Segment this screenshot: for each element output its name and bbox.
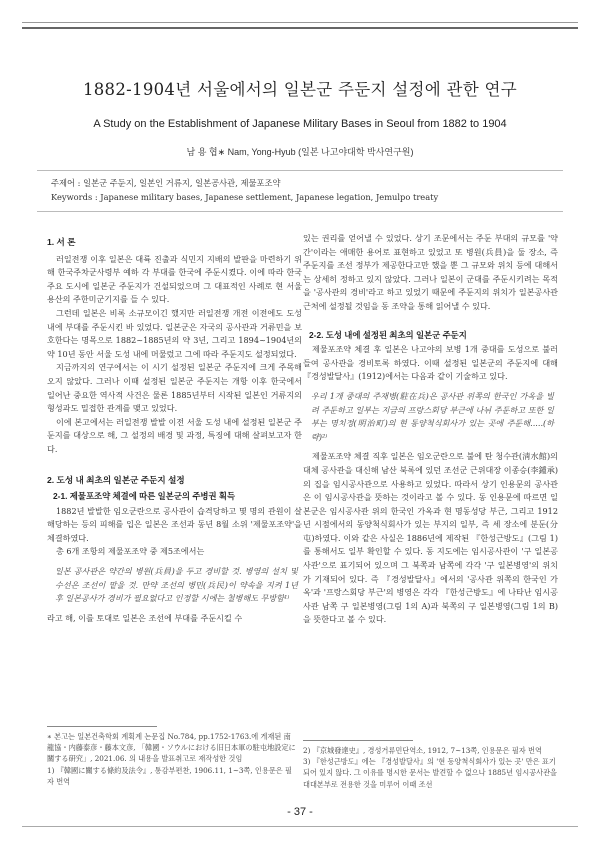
section-heading-intro: 1. 서 론: [47, 237, 76, 247]
paragraph: 이에 본고에서는 러일전쟁 발발 이전 서울 도성 내에 설정된 일본군 주둔지를 대상으로 해, 그 설정의 배경 및 과정, 특징에 대해 살펴보고자 한다.: [47, 416, 302, 454]
top-rule: [22, 22, 578, 23]
author-line: 남 용 협∗ Nam, Yong-Hyub (일본 나고야대학 박사연구원): [186, 147, 414, 157]
footnote-star: ∗ 본고는 일본건축학회 계획계 논문집 No.784, pp.1752-1763.에 게재된 南龍協・内藤泰彦・藤本文彦, 「韓國・ソウルにおける旧日本軍の駐屯地設定に關する研究」, 2021.06. 의 내용을 발표취고로 재작성한 것임: [47, 732, 296, 764]
paragraph: 제물포조약 체결 직후 일본은 임오군란으로 불에 탄 청수관(淸水館)의 대체 공사관을 대신해 남산 북록에 있던 조선군 근위대장 이종승(李鍾承)의 집을 임시공사관으로 사용하고 있었다. 따라서 상기 인용문의 공사관은 이 임시공사관을 뜻하는 것이라고 볼 수 있다. 동 인용문에 따르면 일본군은 임시공사관 위의 한국인 가옥과 현 명동성당 부근, 그리고 1912년 시점에서의 동양척식회사가 있는 부지의 일부, 즉 세 장소에 분둔(分屯)하였다. 이와 같은 사실은 1886년에 제작된 『한성근방도』(그림 1)를 통해서도 일부 확인할 수 있다. 동 지도에는 임시공사관이 '구 일본공사관'으로 표기되어 있으며 그 북쪽과 남쪽에 각각 '구 일본병영'의 위치가 기재되어 있다. 즉 『경성발달사』에서의 '공사관 위쪽의 한국인 가옥'과 '프랑스회당 부근'의 병영은 각각 『한성근방도』에 나타난 임시공사관 남쪽 구 일본병영(그림 1의 A)과 북쪽의 구 일본병영(그림 1의 B)을 뜻한다고 볼 수 있다.: [303, 451, 558, 625]
paragraph: 그런데 일본은 비록 소규모이긴 했지만 러일전쟁 개전 이전에도 도성 내에 부대를 주둔시킨 바 있었다. 일본군은 자국의 공사관과 거류민을 보호한다는 명목으로 1882~1885년의 약 3년, 그리고 1894~1904년의 약 10년 동안 서울 도성 내에 머물렀고 그에 따라 주둔지도 설정되었다.: [47, 307, 302, 359]
right-column: [303, 232, 558, 627]
footnotes-left: [47, 731, 297, 787]
paragraph: 라고 해, 이를 토대로 일본은 조선에 부대를 주둔시킬 수: [47, 612, 243, 623]
paper-title-english: A Study on the Establishment of Japanese Military Bases in Seoul from 1882 to 1904: [93, 118, 507, 130]
paragraph: 총 6개 조항의 제물포조약 중 제5조에서는: [56, 546, 205, 557]
keywords-english: Keywords : Japanese military bases, Japanese settlement, Japanese legation, Jemulpo treaty: [51, 192, 439, 202]
keywords-korean: 주제어 : 일본군 주둔지, 일본인 거류지, 일본공사관, 제물포조약: [51, 178, 281, 188]
paper-title-korean: 1882-1904년 서울에서의 일본군 주둔지 설정에 관한 연구: [82, 80, 518, 99]
paragraph: 지금까지의 연구에서는 이 시기 설정된 일본군 주둔지에 크게 주목해 오지 않았다. 그러나 이때 설정된 일본군 주둔지는 개항 이후 한국에서 일어난 중요한 역사적 사건은 물론 1885년부터 시작된 일본인 거류지의 형성과도 밀접한 관계를 맺고 있었다.: [47, 362, 302, 414]
paragraph: 1882년 발발한 임오군란으로 공사관이 습격당하고 몇 명의 관원이 살해당하는 등의 피해를 입은 일본은 조선과 동년 8월 소위 '제물포조약'을 체결하였다.: [47, 505, 302, 543]
subsection-heading-2-1: 2-1. 제물포조약 체결에 따른 일본군의 주병권 획득: [53, 491, 236, 502]
subsection-heading-2-2: 2-2. 도성 내에 설정된 최초의 일본군 주둔지: [309, 329, 467, 340]
paragraph: 있는 권리를 얻어낼 수 있었다. 상기 조문에서는 주둔 부대의 규모를 '약간'이라는 애매한 용어로 표현하고 있었고 또 병원(兵員)을 둘 장소, 즉 주둔지를 조선 정부가 제공한다고만 했을 뿐 그 규모와 위치 등에 대해서는 상세히 정하고 있지 않았다. 그러나 일본이 군대를 주둔시키려는 목적을 '공사관의 경비'라고 하고 있었기 때문에 주둔지의 위치가 일본공사관 근처에 설정될 것임을 동 조약을 통해 읽어낼 수 있다.: [303, 233, 558, 311]
quotation: 우리 1개 중대의 주재병(駐在兵)은 공사관 위쪽의 한국인 가옥을 빌려 주둔하고 일부는 지금의 프랑스회당 부근에 나뉘 주둔하고 또한 일부는 명치정(明治町)의 현 동양척식회사가 있는 곳에 주둔해.....(하략)²⁾: [311, 390, 554, 442]
page-number: - 37 -: [287, 806, 313, 818]
footnote-2: 2) 『京城發達史』, 경성거류민단역소, 1912, 7~13쪽, 인용문은 필자 번역: [303, 746, 542, 755]
left-column: [47, 232, 302, 625]
top-rule-thick: [22, 27, 578, 29]
footnote-rule-right: [303, 740, 413, 741]
footnote-3: 3) 『한성근방도』에는 『경성발달사』의 '현 동양척식회사가 있는 곳' 만은 표기되어 있지 않다. 그 이유를 명시한 문서는 발견할 수 없으나 1885년 임시공사관을 대대본부로 전용한 것을 미루어 이때 조선: [303, 757, 558, 789]
section-heading-2: 2. 도성 내 최초의 일본군 주둔지 설정: [47, 474, 185, 485]
paragraph: 러일전쟁 이후 일본은 대륙 진출과 식민지 지배의 발판을 마련하기 위해 한국주차군사령부 예하 각 부대를 한국에 주둔시켰다. 이에 따라 한국 주요 도시에 일본군 주둔지가 건설되었으며 그 대표적인 사례로 현 서울 용산의 주한미군기지를 들 수 있다.: [47, 253, 302, 305]
keywords-box: [37, 170, 563, 212]
footnotes-right: [303, 745, 558, 790]
paragraph: 제물포조약 체결 후 일본은 나고야의 보병 1개 중대를 도성으로 불러들여 공사관을 경비토록 하였다. 이때 설정된 일본군의 주둔지에 대해 『경성발달사』(1912)에서는 다음과 같이 기술하고 있다.: [303, 344, 558, 382]
footnote-rule-left: [47, 726, 157, 727]
footnote-1: 1) 『韓國に關する條約及法令』, 통감부편찬, 1906.11, 1~3쪽, 인용문은 필자 번역: [47, 765, 292, 786]
quotation: 일본 공사관은 약간의 병원(兵員)을 두고 경비할 것. 병영의 설치 및 수선은 조선이 맡을 것. 만약 조선의 병민(兵民)이 약속을 지켜 1년 후 일본공사가 경비가 필요없다고 인정할 시에는 철병해도 무방함¹⁾: [55, 566, 298, 604]
bottom-rule: [22, 826, 578, 827]
